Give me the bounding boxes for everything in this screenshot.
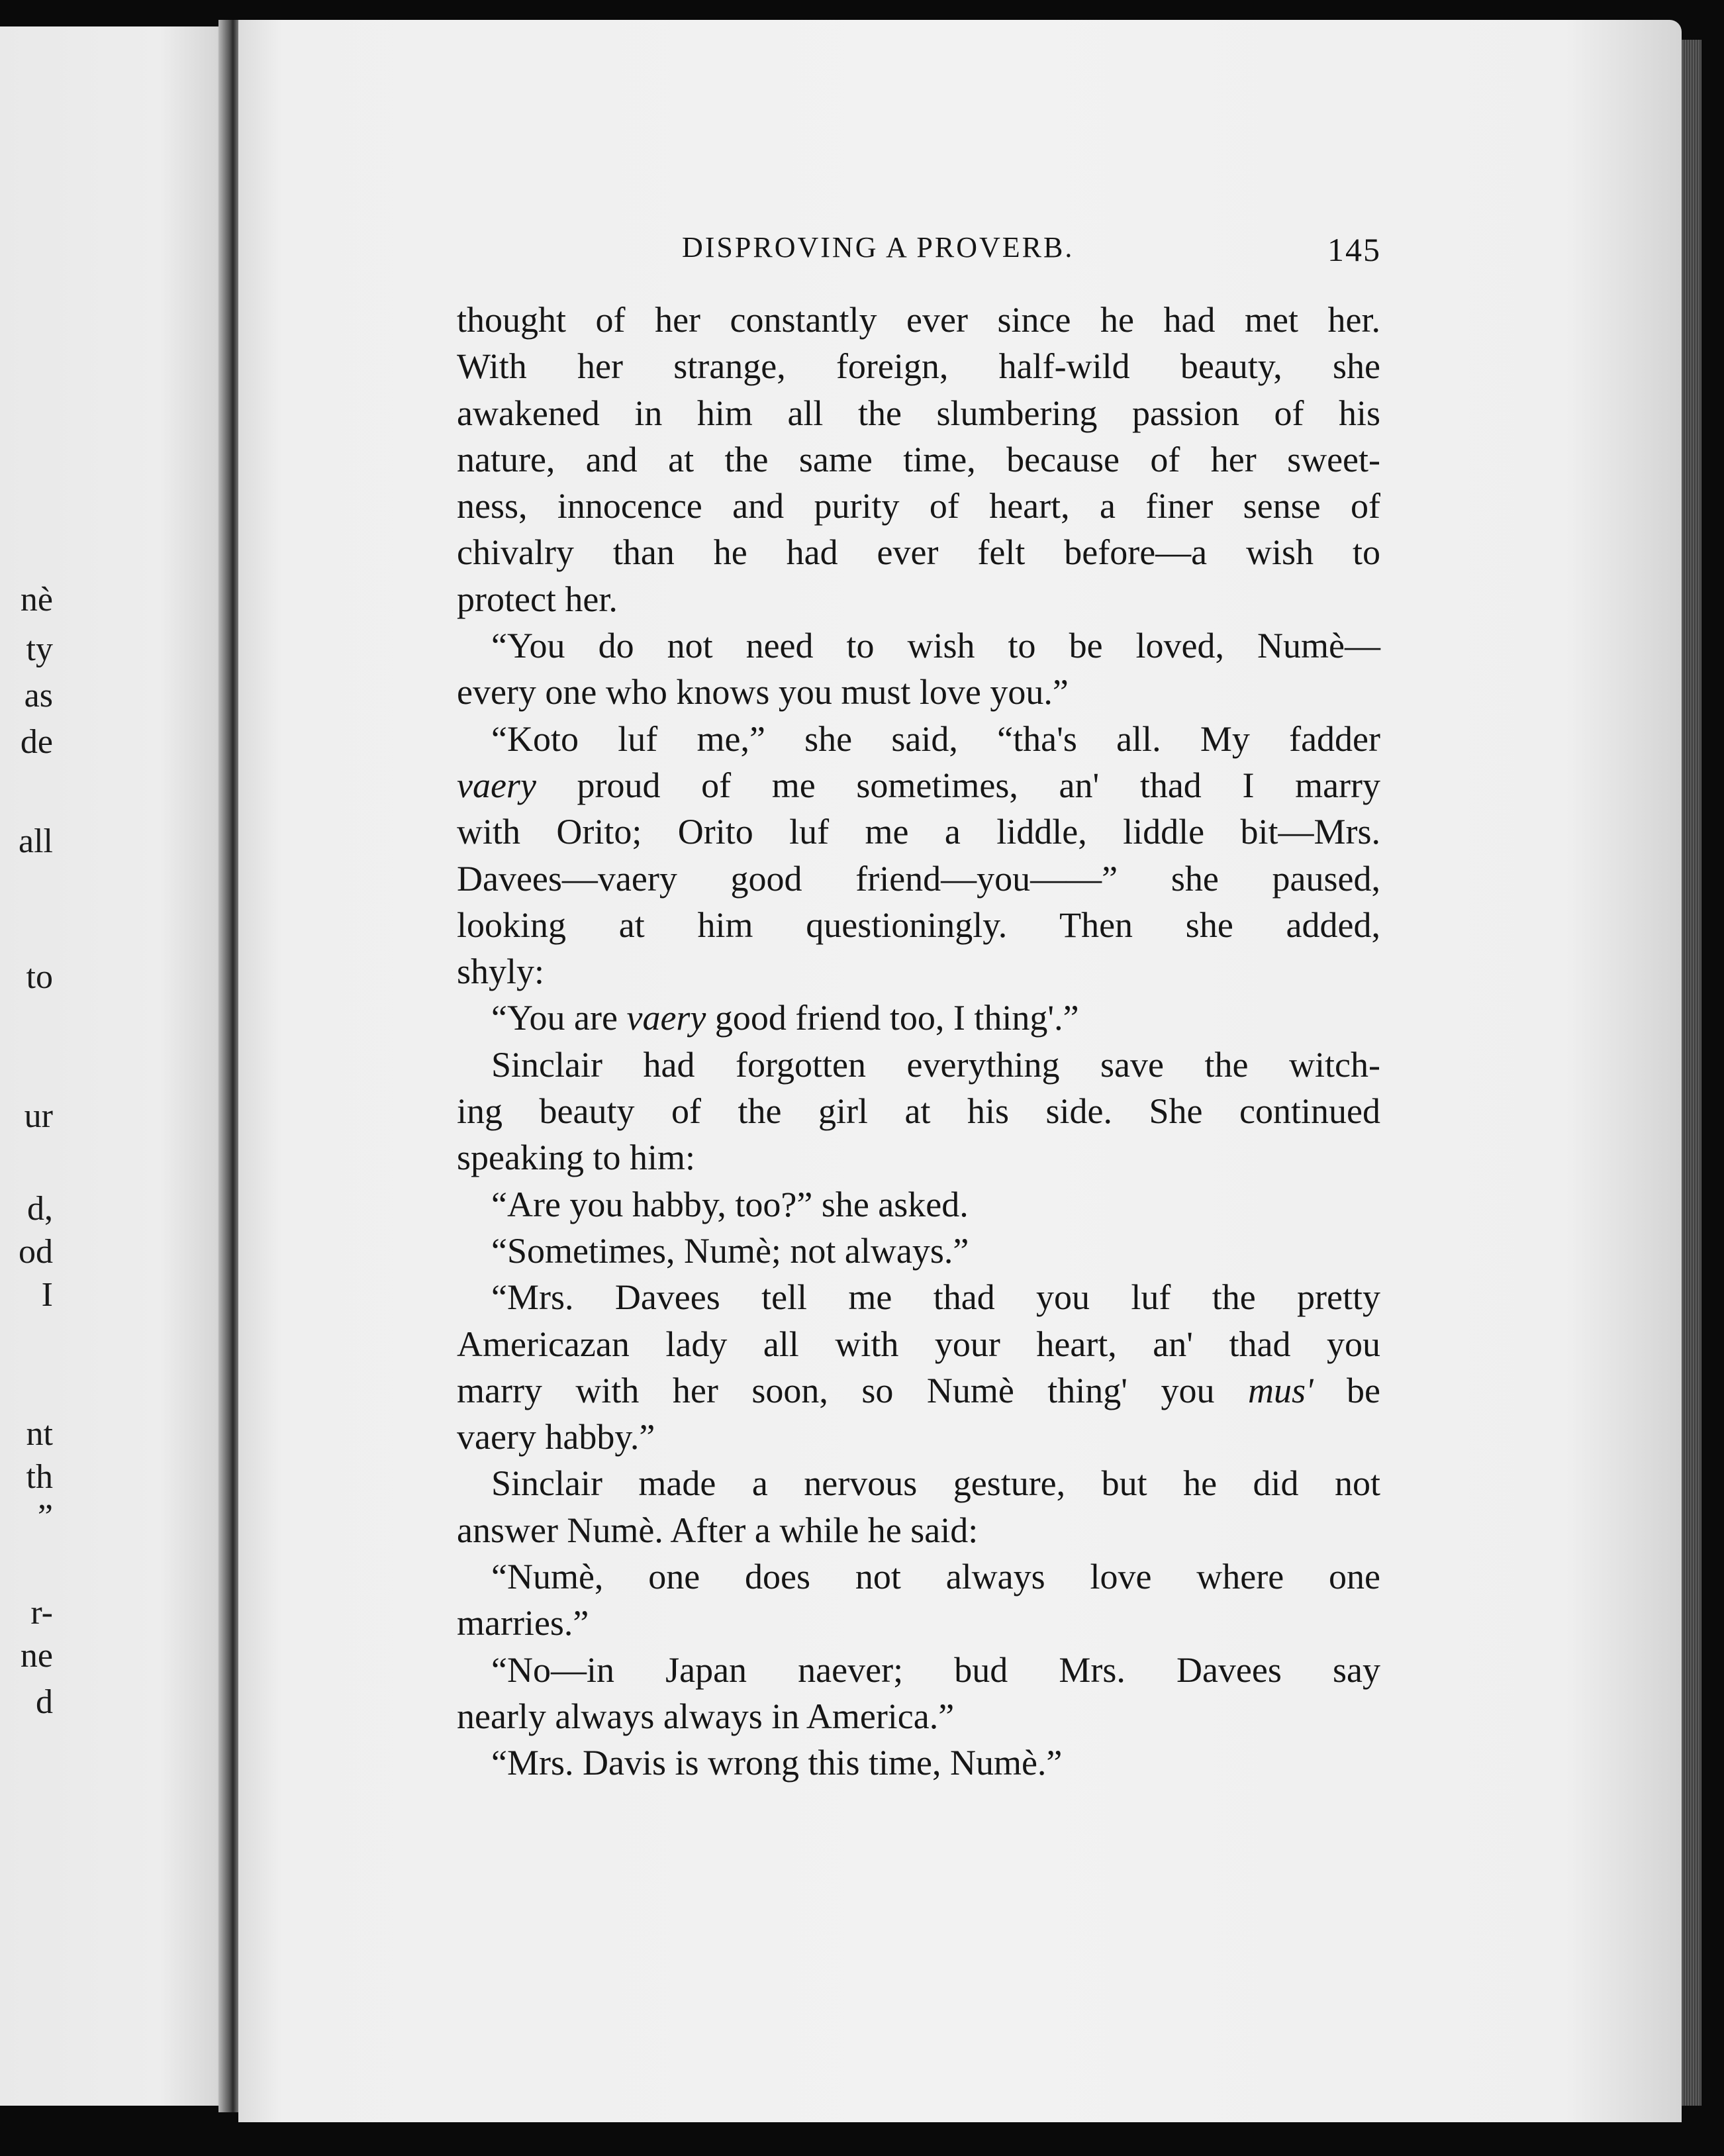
text-line: vaery habby.” bbox=[457, 1417, 655, 1457]
text-line: “Are you habby, too?” she asked. bbox=[491, 1184, 969, 1224]
text-line: “Koto luf me,” she said, “tha's all. My fadder bbox=[491, 718, 1380, 759]
text-segment: good friend too, I thing'.” bbox=[706, 998, 1079, 1038]
text-line: “Sometimes, Numè; not always.” bbox=[491, 1230, 969, 1271]
text-line: chivalry than he had ever felt before—a wish to bbox=[457, 532, 1380, 573]
text-line: thought of her constantly ever since he had met her. bbox=[457, 300, 1380, 340]
page-number: 145 bbox=[1327, 231, 1381, 268]
left-page-fragment: as bbox=[24, 677, 53, 714]
text-line: shyly: bbox=[457, 952, 545, 992]
left-page-fragment: d bbox=[36, 1683, 53, 1721]
left-page-fragment: r- bbox=[30, 1594, 53, 1632]
text-line: Americazan lady all with your heart, an' thad you bbox=[457, 1324, 1380, 1364]
running-title: DISPROVING A PROVERB. bbox=[682, 231, 1075, 264]
text-line: awakened in him all the slumbering passion of his bbox=[457, 393, 1380, 433]
body-text bbox=[457, 297, 1380, 1787]
left-page-fragment: nè bbox=[20, 581, 53, 618]
left-page-fragment: th bbox=[26, 1458, 53, 1496]
left-page-fragment: I bbox=[41, 1276, 53, 1314]
text-line: nearly always always in America.” bbox=[457, 1696, 955, 1736]
text-line: looking at him questioningly. Then she added, bbox=[457, 905, 1380, 945]
left-page-fragment: ty bbox=[26, 630, 53, 668]
left-facing-page bbox=[0, 26, 228, 2106]
text-line: ness, innocence and purity of heart, a finer sense of bbox=[457, 486, 1380, 526]
text-line: “Mrs. Davis is wrong this time, Numè.” bbox=[491, 1743, 1063, 1783]
text-line: “Mrs. Davees tell me thad you luf the pretty bbox=[491, 1277, 1380, 1318]
text-line bbox=[457, 1367, 1380, 1414]
text-line: protect her. bbox=[457, 579, 618, 619]
italic-word: vaery bbox=[457, 765, 536, 805]
text-line: Davees—vaery good friend—you——” she paused, bbox=[457, 858, 1380, 899]
text-segment: “You are bbox=[491, 998, 627, 1038]
text-line: Sinclair had forgotten everything save the witch- bbox=[491, 1044, 1380, 1085]
italic-word: mus' bbox=[1247, 1370, 1314, 1410]
left-page-fragment: de bbox=[20, 723, 53, 761]
left-page-fragment: all bbox=[19, 822, 53, 860]
left-page-fragment: ne bbox=[20, 1637, 53, 1675]
text-line: “No—in Japan naever; bud Mrs. Davees say bbox=[491, 1649, 1380, 1690]
text-line: every one who knows you must love you.” bbox=[457, 672, 1069, 712]
text-line: “You do not need to wish to be loved, Numè— bbox=[491, 626, 1380, 666]
text-segment: proud of me sometimes, an' thad I marry bbox=[536, 765, 1380, 805]
text-line: marries.” bbox=[457, 1603, 589, 1643]
text-line: With her strange, foreign, half-wild beauty, she bbox=[457, 346, 1380, 387]
text-line bbox=[457, 995, 1380, 1041]
left-page-fragment: to bbox=[26, 958, 53, 996]
text-line: answer Numè. After a while he said: bbox=[457, 1510, 979, 1550]
left-page-fragment: d, bbox=[27, 1190, 53, 1228]
page-edges bbox=[1682, 40, 1701, 2106]
text-line: Sinclair made a nervous gesture, but he did not bbox=[491, 1463, 1380, 1504]
left-page-fragment: od bbox=[19, 1233, 53, 1271]
text-line: with Orito; Orito luf me a liddle, liddle bit—Mrs. bbox=[457, 812, 1380, 852]
italic-word: vaery bbox=[626, 998, 706, 1038]
text-line: speaking to him: bbox=[457, 1138, 695, 1178]
text-line: nature, and at the same time, because of her sweet- bbox=[457, 439, 1380, 479]
left-page-fragment: ur bbox=[24, 1097, 53, 1135]
text-line: “Numè, one does not always love where one bbox=[491, 1557, 1380, 1597]
text-segment: be bbox=[1313, 1370, 1380, 1410]
left-page-fragment: ” bbox=[37, 1498, 53, 1536]
text-line bbox=[457, 762, 1380, 808]
left-page-fragment: nt bbox=[26, 1415, 53, 1453]
text-line: ing beauty of the girl at his side. She continued bbox=[457, 1091, 1380, 1132]
text-segment: marry with her soon, so Numè thing' you bbox=[457, 1370, 1248, 1410]
